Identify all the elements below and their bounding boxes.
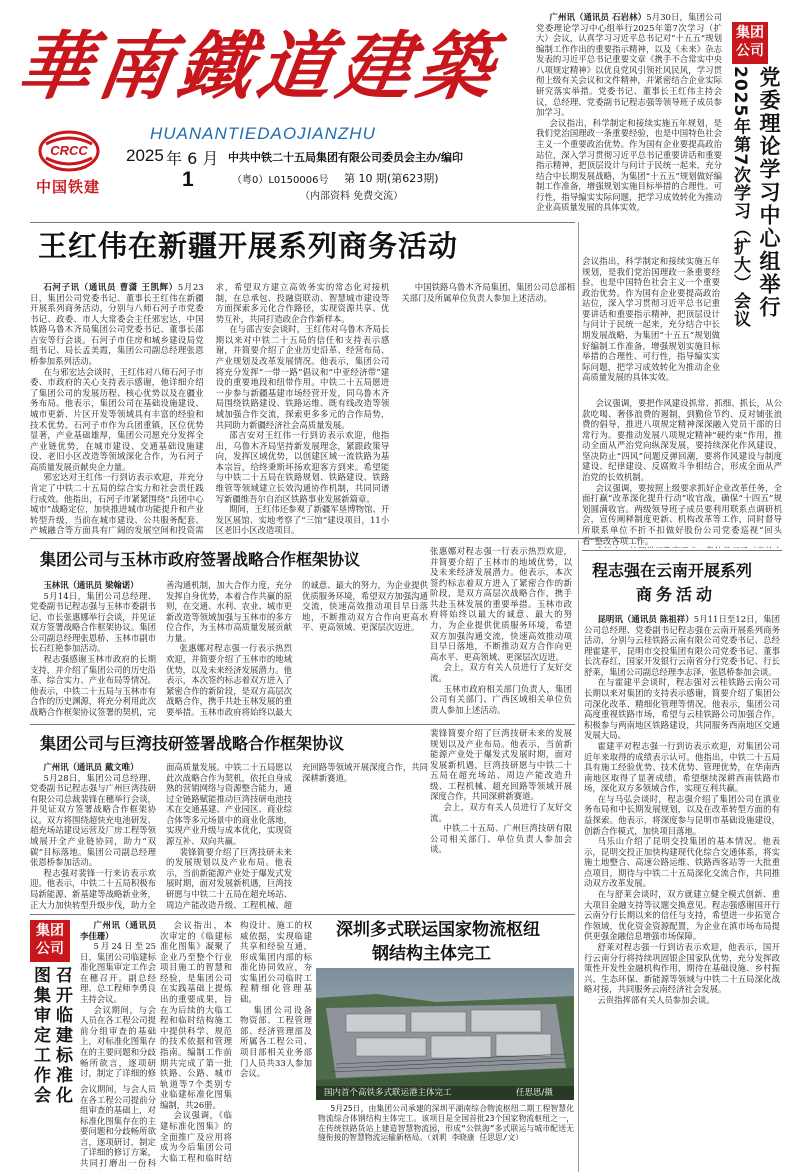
yunnan-dateline: 昆明讯（通讯员 陈祖祥）	[597, 614, 694, 624]
paragraph: 马乐山介绍了昆明交投集团的基本情况。他表示，昆明交投正加快构建现代化综合交通体系，将实施土地整合、高速公路运维、铁路西客站等一大批重点项目，期待与中铁二十五局深化交流合作，共同推动双方改革发展。	[584, 836, 780, 889]
top-story-dateline: 广州讯（通讯员 石岩林）	[549, 12, 647, 22]
date-month: 年 6 月	[166, 149, 219, 168]
paragraph: 邪宏达对王红伟一行到访表示欢迎，并充分肯定了中铁二十五局的综合实力和社会责任践行成效。他指出，石河子市紧紧围绕“兵团中心城市”战略定位，加快推进城市功能提升和产业转型升级，当前在城市建设、公共服务配套、产城融合等方面具有广阔的发展空间和投资需求，希望双方建立高效务实的常态化对接机制，在总承包、投融资联动、智慧城市建设等方面探索多元化合作路径，实现资源共享、优势互补，共同打造政企合作新样本。	[30, 282, 390, 536]
paragraph: 裴锋简要介绍了巨湾技研未来的发展规划以及产业布局。他表示，当前新能源产业处于爆发式发展时期，面对发展新机遇，巨湾技研愿与中铁二十五局在超充场站、周边产能改造升级、工程机械、超充回路等领域开展深度合作，共同深耕新赛道。	[430, 728, 572, 802]
photo-caption: 国内首个高铁多式联运港主体完工	[324, 1088, 452, 1098]
main-story-body: 石河子讯（通讯员 曹潇 王凯辉）5月23日，集团公司党委书记、董事长王红伟在新疆开展系列商务活动，分别与八师石河子市党委书记、政委、市人大常委会主任邪宏达，中国铁路乌鲁木齐局集团公司党委书记、董事长邵吉安等行会谈。石河子市住房和城乡建设局党组书记、局长孟美霞，集团公司副总经理张恩桥参加系列活动。 在与邪宏达会谈时，王红伟对八师石河子市委、市政府的关心支持表示感谢，他详细介绍了集团公司的发展历程、核心优势以及在疆业务布局。他表示，集团公司在基础设施建设、城市更新、片区开发等领域具有丰富的经验和技术优势。石河子市作为兵团重镇，区位优势显著，产业基础雄厚，集团公司愿充分发挥全产业链优势，在城市建设、交通基础设施建设、老旧小区改造等领域深化合作，为石河子高质量发展贡献央企力量。 邪宏达对王红伟一行到访表示欢迎，并充分肯定了中铁二十五局的综合实力和社会责任践行成效。他指出，石河子市紧紧围绕“兵团中心城市”战略定位，加快推进城市功能提升和产业转型升级，当前在城市建设、公共服务配套、产城融合等方面具有广阔的发展空间和投资需求，希望双方建立高效务实的常态化对接机制，在总承包、投融资联动、智慧城市建设等方面探索多元化合作路径，实现资源共享、优势互补，共同打造政企合作新样本。 在与邵吉安会谈时，王红伟对乌鲁木齐局长期以来对中铁二十五局的信任和支持表示感谢，并简要介绍了企业历史沿革、经营布局、产业规划及改革发展情况。他表示，集团公司将充分发挥“一带一路”倡议和“中亚经济带”建设的重要地段和纽带作用。中铁二十五局愿进一步参与新疆基建市场经营开发，同乌鲁木齐局围绕铁路建设、铁路运维、既有线改造等领域加强合作交流，探索更多多元的合作局势，共同助力新疆经济社会高质量发展。 邵吉安对王红伟一行到访表示欢迎，他指出，乌鲁木齐局坚持新发展理念，紧跟政策导向，发挥区域优势，以创建区域一流铁路为基本宗旨，给终秉斯坏扬欢迎客方到来。希望能与中铁二十五局在铁路规划、铁路建设、铁路维管等领域建立长效沟通协作机制，共同同谱写新疆维吾尔自治区铁路事业发展新篇章。 期间，王红伟还参观了新疆军垦博物馆、开发区展馆、实地考察了“三馆”建设项目，11小区老旧小区改造项目。 中国铁路乌鲁木齐局集团、集团公司总部相关部门及所属单位负责人参加上述活动。	[30, 282, 575, 536]
paragraph: 5月14日，集团公司总经理、党委副书记程志强与玉林市委副书记、市长张惠娜举行会谈，并见证双方签署战略合作框架协议。集团公司副总经理张恩桥、玉林市副市长石红艳参加活动。	[30, 590, 156, 654]
top-story-text-lower	[582, 398, 782, 548]
license: （粤0）L0150006号	[232, 175, 329, 186]
paragraph: 张惠娜对程志强一行表示热烈欢迎，并简要介绍了玉林市的地域优势，以及未来经济发展潜力。他表示，本次签约标志着双方进入了紧密合作的新阶段，是双方高层次战略合作，携手共赴玉林发展的重要举措。玉林市政府将始终以最大的诚意、最大的努力，为企业提供优质服务环境，希望双方加强沟通交流，快速高效推动项目早日落地，不断推动双方合作向更高水平、更高领域、更深层次迈进。	[166, 580, 428, 717]
standard-title-1: 召开临建标准化	[52, 966, 72, 1106]
paragraph: 裴锋简要介绍了巨湾技研未来的发展规划以及产业布局。他表示，当前新能源产业处于爆发式发展时期，面对发展新机遇，巨湾技研愿与中铁二十五局在超充场站、周边产能改造升级、工程机械、超充回路等领域开展深度合作，共同深耕新赛道。	[166, 762, 428, 910]
paragraph: 在与舒莱会谈时，双方就建立健全模式创新、重大项目金融支持等议题交换意见。程志强感谢国开行云南分行长期以来的信任与支持，希望进一步拓宽合作领域，优化资金资源配置，为企业在滇市场布局提供更强金融信息增强市场保障。	[584, 889, 780, 942]
divider	[30, 724, 575, 725]
paragraph: 会上，双方有关人员进行了友好交流。	[430, 662, 572, 683]
paragraph: 云贵指挥部有关人员参加会谈。	[597, 994, 715, 1005]
juwan-story-body	[30, 762, 428, 912]
masthead-note: （内部资料 免费交流）	[300, 191, 404, 202]
standard-title-2: 图集审定工作会	[30, 966, 50, 1106]
top-story-text: 广州讯（通讯员 石岩林）5月30日，集团公司党委理论学习中心组举行2025年第7次学习（扩大）会议，认真学习习近平总书记对“十五五”规划编制工作作出的重要指示精神，以及《未来》杂志发表的习近平总书记重要文章《携手不合常实中央八项规定精神》以优良党风引领社风民风，学习贯彻上级有关会议和文件精神，并紧密结合企业实际研究落实举措。党委书记、董事长王红伟主持会议，总经理、党委副书记程志强等领导班子成员参加学习。 会议指出，科学制定和接续实施五年规划，是我们党治国理政一条重要经验，也是中国特色社会主义一个重要政治优势。作为国有企业要提高政治站位，深入学习贯彻习近平总书记重要讲话和重要指示精神，把顶层设计与问计于民统一起来，充分结合中长期发展战略，为集团“十五五”规划做好编制工作准备，增强规划实施目标举措的合理性、可行性，指导编实实际问题，把学习成效转化为推动企业高质量发展的具体实效。	[536, 12, 722, 213]
brand-name: 中国铁建	[36, 178, 101, 196]
top-story-title-1: 党委理论学习中心组举行	[757, 66, 781, 319]
paragraph: 玉林市政府相关部门负责人，集团公司有关部门、广西区域相关单位负责人参加上述活动。	[430, 683, 572, 715]
paragraph: 在与邪宏达会谈时，王红伟对八师石河子市委、市政府的关心支持表示感谢，他详细介绍了集团公司的发展历程、核心优势以及在疆业务布局。他表示，集团公司在基础设施建设、城市更新、片区开发等领域具有丰富的经验和技术优势。石河子市作为兵团重镇，区位优势显著，产业基础雄厚，集团公司愿充分发挥全产业链优势，在城市建设、交通基础设施建设、老旧小区改造等领域深化合作，为石河子高质量发展贡献央企力量。	[30, 366, 204, 472]
issue-number: 第 10 期(第623期)	[344, 172, 439, 185]
masthead-pinyin: HUANANTIEDAOJIANZHU	[150, 124, 376, 143]
paragraph: 会议期间，与会人员在各工程公司提前分组审查的基础上，对标准化图集存在的主要问题和分歧畅所欲言，逐项研讨，制定了详细的修订方案，共同打磨出一份科	[80, 1084, 156, 1169]
yulin-story-body	[30, 580, 428, 720]
paragraph: 会议指出，科学制定和接续实施五年规划，是我们党治国理政一条重要经验，也是中国特色社会主义一个重要政治优势。作为国有企业要提高政治站位，深入学习贯彻习近平总书记重要讲话和重要指示精神，把顶层设计与问计于民统一起来，充分结合中长期发展战略，为集团“十五五”规划做好编制工作准备，增强规划实施目标举措的合理性、可行性，指导编实实际问题，把学习成效转化为推动企业高质量发展的具体实效。	[582, 256, 720, 383]
photo-story-credit: （刘莉 李晓康 任思思/文）	[427, 1133, 524, 1143]
paragraph: 5月28日，集团公司总经理、党委副书记程志强与广州巨湾技研有限公司总裁裴锋在穗举行会谈，并见证双方签署战略合作框架协议。双方将围绕超快充电池研发、超充场站建设运营及厂房工程等领域展开全产业链协同，助力“双碳”目标落地。集团公司副总经理张恩桥参加活动。	[30, 772, 156, 868]
top-story-tag: 集团公司	[732, 22, 768, 64]
paragraph: 程志强对裴锋一行来访表示欢迎。他表示，中铁二十五局积极布局新能源、新基建等战略新业务，正大力加快转型升级步伐，助力全面高质量发展。中铁二十五局愿以此次战略合作为契机，依托自身成熟的营销网络与资源整合能力，通过全链路赋能推动巨湾技研电池技术在交通基建、产业园区、商业综合体等多元场景中的商业化落地，实现产业升级与成本优化，实现资源互补、双向共赢。	[30, 762, 292, 910]
paragraph: 邵吉安对王红伟一行到访表示欢迎，他指出，乌鲁木齐局坚持新发展理念，紧跟政策导向，发挥区域优势，以创建区域一流铁路为基本宗旨，给终秉斯坏扬欢迎客方到来。希望能与中铁二十五局在铁路规划、铁路建设、铁路维管等领域建立长效沟通协作机制，共同同谱写新疆维吾尔自治区铁路事业发展新篇章。	[215, 430, 390, 504]
publisher: 中共中铁二十五局集团有限公司委员会主办/编印	[228, 151, 464, 164]
yulin-story-body-cont	[430, 546, 572, 722]
juwan-dateline: 广州讯（通讯员 戴文唯）	[43, 762, 139, 772]
yunnan-headline-2: 商务活动	[636, 585, 717, 604]
standard-tag: 集团公司	[30, 920, 70, 962]
paragraph: 5月24日至25日，集团公司临建标准化图集审定工作会在穗召开。副总经理、总工程师李勇良主持会议。	[80, 941, 156, 1005]
masthead	[0, 0, 530, 222]
divider	[30, 222, 575, 223]
column-divider	[578, 222, 579, 534]
logo-text: CRCC	[50, 143, 88, 158]
top-story-title-2: 2025年第7次学习（扩大）会议	[730, 66, 750, 329]
juwan-headline: 集团公司与巨湾技研签署战略合作框架协议	[40, 734, 345, 753]
paragraph: 中国铁路乌鲁木齐局集团、集团公司总部相关部门及所属单位负责人参加上述活动。	[401, 282, 575, 303]
paragraph: 会上，双方有关人员进行了友好交流。	[430, 802, 572, 823]
divider	[582, 550, 782, 551]
paragraph: 会议期间，与会人员在各工程公司提前分组审查的基础上，对标准化图集存在的主要问题和分歧畅所欲言，逐项研讨，制定了详细的修	[80, 1004, 156, 1079]
crcc-logo	[38, 130, 100, 172]
column-divider	[578, 540, 579, 1172]
paragraph: 会议强调，要按照上级要求抓好企业改革任务，全面打赢“改革深化提升行动”收官战，确保“十四五”规划圆满收官。两级领导班子成员要利用联系点调研机会，宣传阐释制度更新、机构改革等工作，同时督导所联系单位不折不扣做好股份公司党委巡视“回头看”整改各项工作。	[582, 482, 782, 546]
paragraph: 会议指出，科学制定和接续实施五年规划，是我们党治国理政一条重要经验，也是中国特色社会主义一个重要政治优势。作为国有企业要提高政治站位，深入学习贯彻习近平总书记重要讲话和重要指示精神，把顶层设计与问计于民统一起来，充分结合中长期发展战略，为集团“十五五”规划做好编制工作准备，增强规划实施目标举措的合理性、可行性，指导编实实际问题，把学习成效转化为推动企业高质量发展的具体实效。	[536, 117, 722, 213]
juwan-story-body-cont	[430, 728, 572, 914]
paragraph: 舒莱对程志强一行到访表示欢迎，他表示，国开行云南分行将持续巩固银企国家队优势，充分发挥政策性开发性金融机构作用，期待在基础设施、乡村振兴、生态环保、新能源等领域与中铁二十五局深化战略对接，共同服务云南经济社会发展。	[584, 941, 780, 995]
main-dateline: 石河子讯（通讯员 曹潇 王凯辉）	[43, 282, 178, 292]
paragraph: 集团公司设备物资部、工程管理部、经济管理部及所属各工程公司、项目部相关业务部门人员共33人参加会议。	[240, 1004, 312, 1079]
paragraph: 霍建平对程志强一行到访表示欢迎，对集团公司近年来取得的成绩表示认可。他指出，中铁二十五局具有施工经验优势、技术优势、管理优势，在华南西南地区取得了显著成绩，希望继续深耕西南铁路市场，深化双方多领域合作，实现互利共赢。	[584, 740, 780, 794]
main-headline: 王红伟在新疆开展系列商务活动	[38, 229, 459, 263]
yunnan-headline-1: 程志强在云南开展系列	[592, 561, 753, 580]
photo	[316, 968, 574, 1100]
paragraph: 期间，王红伟还参观了新疆军垦博物馆、开发区展馆、实地考察了“三馆”建设项目，11小区老旧小区改造项目。	[215, 504, 390, 536]
paragraph: 张惠娜对程志强一行表示热烈欢迎，并简要介绍了玉林市的地域优势，以及未来经济发展潜力。他表示，本次签约标志着双方进入了紧密合作的新阶段，是双方高层次战略合作，携手共赴玉林发展的重要举措。玉林市政府将始终以最大的诚意、最大的努力，为企业提供优质服务环境，希望双方加强沟通交流，快速高效推动项目早日落地，不断推动双方合作向更高水平、更高领域、更深层次迈进。	[430, 546, 572, 662]
yulin-headline: 集团公司与玉林市政府签署战略合作框架协议	[40, 550, 361, 569]
paragraph	[582, 546, 782, 548]
yunnan-story-body: 昆明讯（通讯员 陈祖祥）5月11日至12日，集团公司总经理、党委副书记程志强在云南开展系列商务活动，分别与云桂铁路云南有限公司党委书记、总经理霍建平，昆明市交投集团有限公司党委书记、董事长沈春红，国家开发银行云南省分行党委书记、行长舒莱，集团公司副总经理李志泽，张恩桥参加会谈。 在与霍建平会谈时，程志强对云桂铁路云南公司长期以来对集团的支持表示感谢，简要介绍了集团公司深化改革、精细化管理等情况。他表示，集团公司高度重视铁路市场，希望与云桂铁路公司加强合作，积极参与两南地区铁路建设，共同服务西南地区交通发展大局。 霍建平对程志强一行到访表示欢迎，对集团公司近年来取得的成绩表示认可。他指出，中铁二十五局具有施工经验优势、技术优势、管理优势，在华南西南地区取得了显著成绩，希望继续深耕西南铁路市场，深化双方多领域合作，实现互利共赢。 在与马弘会谈时，程志强介绍了集团公司在滇业务布局和中长期发展规划，以及在改革转型方面的有益探索。他表示，将深度参与昆明市基础设施建设，创新合作模式，加快项目落地。 马乐山介绍了昆明交投集团的基本情况。他表示，昆明交投正加快构建现代化综合交通体系，将实施土地整合、高速公路运维、铁路西客站等一大批重点项目，期待与中铁二十五局深化交流合作，共同推动双方改革发展。 在与舒莱会谈时，双方就建立健全模式创新、重大项目金融支持等议题交换意见。程志强感谢国开行云南分行长期以来的信任与支持，希望进一步拓宽合作领域，优化资金资源配置，为企业在滇市场布局提供更强金融信息增强市场保障。 舒莱对程志强一行到访表示欢迎，他表示，国开行云南分行将持续巩固银企国家队优势，充分发挥政策性开发性金融机构作用，期待在基础设施、乡村振兴、生态环保、新能源等领域与中铁二十五局深化战略对接，共同服务云南经济社会发展。 云贵指挥部有关人员参加会谈。	[584, 614, 780, 1005]
paragraph: 会议指出，本次审定的《临建标准化图集》凝聚了企业乃至整个行业项目施工的智慧和经验，是集团公司在实践基础上提炼出的重要成果，旨在为后续的大临工程和临时结构施工中提供科学、规范的技术依据和管理指南。编制工作前期共完成了第一批铁路、公路、城市轨道等7个类别专业临建标准化图集编制，共26册。	[160, 920, 232, 1110]
paragraph: 在与邵吉安会谈时，王红伟对乌鲁木齐局长期以来对中铁二十五局的信任和支持表示感谢，并简要介绍了企业历史沿革、经营布局、产业规划及改革发展情况。他表示，集团公司将充分发挥“一带一路”倡议和“中亚经济带”建设的重要地段和纽带作用。中铁二十五局愿进一步参与新疆基建市场经营开发，同乌鲁木齐局围绕铁路建设、铁路运维、既有线改造等领域加强合作交流，探索更多多元的合作局势，共同助力新疆经济社会高质量发展。	[215, 324, 390, 430]
masthead-title: 華南鐵道建築	[11, 24, 505, 110]
issue-day: 1	[182, 168, 194, 191]
divider	[30, 538, 780, 539]
photo-caption-text: 5月25日，由集团公司承建的深圳平湖南综合物流枢纽二期工程智慧化物流综合体钢结构主体完工。该项目是全国首批23个国家物流枢纽之一，在传统铁路货站上建造智慧物流园，形成“公铁海”多式联运与城市配送无缝衔接的智慧物流运输新格局。（刘莉 李晓康 任思思/文）	[318, 1104, 574, 1143]
standard-story-body	[80, 1084, 156, 1170]
paragraph: 会议强调，要把作风建设抓常、抓细、抓长，从公款吃喝、奢侈浪费的遏制，到勤俭节约、反对铺张浪费的倡导，推进八项规定精神深深融入党员干部的日常行为。要推动发展八项规定精神“硬约束”作用，推动全面从严治党向纵深发展，要持续深化作风建设，坚决防止“四风”问题反弹回潮，要将作风建设与制度建设、纪律建设、反腐败斗争相结合，形成全面从严治党的长效机制。	[582, 398, 782, 483]
top-story-text-cont	[582, 256, 720, 396]
standard-dateline: 广州讯（通讯员 李佳珊）	[80, 920, 156, 941]
photo-headline-2: 钢结构主体完工	[372, 944, 491, 964]
photo-headline-1: 深圳多式联运国家物流枢纽	[336, 920, 540, 940]
standard-story-cols	[160, 920, 312, 1170]
paragraph: 在与霍建平会谈时，程志强对云桂铁路云南公司长期以来对集团的支持表示感谢，简要介绍了集团公司深化改革、精细化管理等情况。他表示，集团公司高度重视铁路市场，希望与云桂铁路公司加强合作，积极参与两南地区铁路建设，共同服务西南地区交通发展大局。	[584, 677, 780, 741]
standard-story-top	[80, 920, 156, 1080]
divider	[30, 914, 575, 915]
date-year: 2025	[126, 146, 164, 165]
photo-credit: 任思思/摄	[516, 1088, 553, 1098]
yulin-dateline: 玉林讯（通讯员 梁翰诺）	[43, 580, 139, 590]
paragraph: 中铁二十五局、广州巨湾技研有限公司相关部门、单位负责人参加会谈。	[430, 823, 572, 855]
paragraph: 会议强调，《临建标准化图集》的全面推广及应用将成为今后集团公司大临工程和临时结构设计、施工的权威依据，实现临建共享和经验互通，形成集团内部的标准化协同效应，夯实集团公司临时工程精细化管理基础。	[160, 920, 312, 1163]
paragraph: 程志强感谢玉林市政府的长期支持，并介绍了集团公司的历史沿革、综合实力、产业布局等情况。他表示，中铁二十五局与玉林市有合作的历史渊源，将充分利用此次战略合作框架协议签署的契机，完善沟通机制，加大合作力度，充分发挥自身优势，本着合作共赢的原则，在交通、水利、农业、城市更新改造等领域加强与玉林市的多方位合作，为玉林市高质量发展贡献力量。	[30, 580, 292, 717]
paragraph: 在与马弘会谈时，程志强介绍了集团公司在滇业务布局和中长期发展规划，以及在改革转型方面的有益探索。他表示，将深度参与昆明市基础设施建设，创新合作模式，加快项目落地。	[584, 793, 780, 836]
